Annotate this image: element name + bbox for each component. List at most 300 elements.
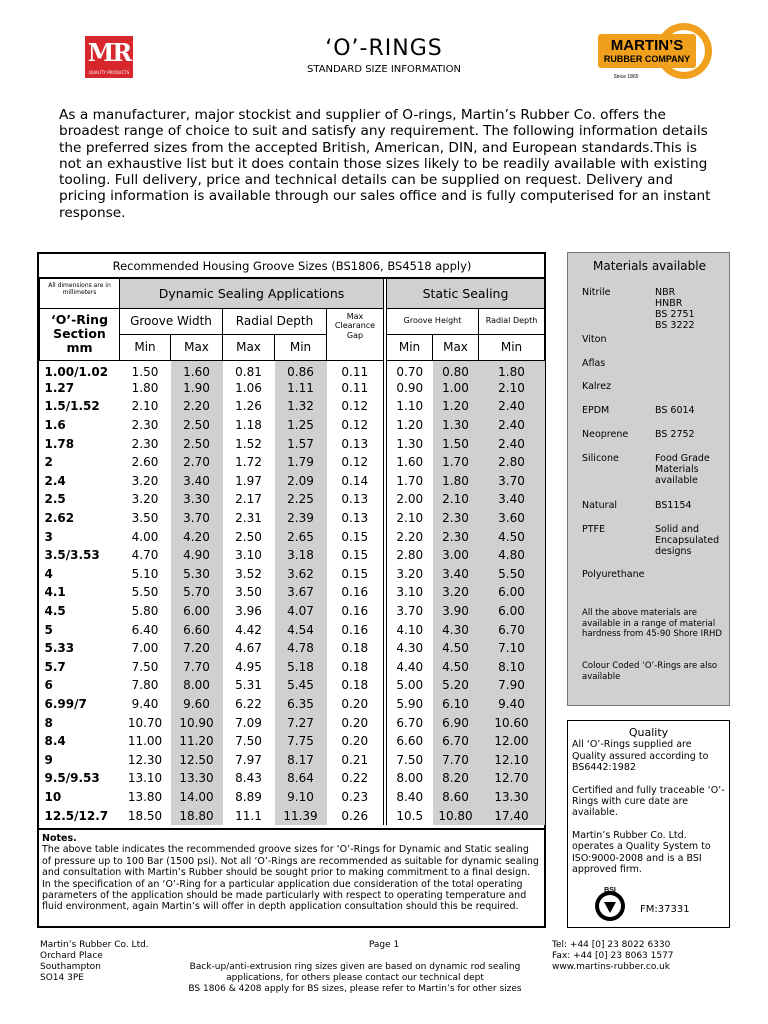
table-row bbox=[40, 416, 545, 435]
table-cell: 5.18 bbox=[275, 658, 327, 677]
table-cell: 2.30 bbox=[433, 527, 479, 546]
table-cell: 1.72 bbox=[235, 455, 262, 470]
table-cell: 6.35 bbox=[275, 695, 327, 714]
address-line: Martin’s Rubber Co. Ltd. bbox=[40, 940, 149, 950]
table-cell: 2.30 bbox=[433, 509, 479, 528]
table-cell: 3.18 bbox=[275, 546, 327, 565]
table-cell: 6.60 bbox=[171, 620, 223, 639]
table-cell: 2.70 bbox=[171, 453, 223, 472]
page-title: ‘O’-RINGS bbox=[325, 36, 443, 61]
table-cell: 3.20 bbox=[131, 473, 159, 488]
table-cell: 1.11 bbox=[275, 379, 327, 398]
table-cell: 4.42 bbox=[235, 622, 262, 637]
table-cell: 3.60 bbox=[479, 509, 545, 528]
table-cell: 2.00 bbox=[396, 492, 424, 507]
table-cell: 0.16 bbox=[341, 585, 369, 600]
table-cell: 1.30 bbox=[396, 436, 424, 451]
table-cell: 5.10 bbox=[131, 566, 159, 581]
table-cell: 10.60 bbox=[479, 713, 545, 732]
table-cell: 6.70 bbox=[433, 732, 479, 751]
table-row bbox=[40, 397, 545, 416]
table-cell: 7.70 bbox=[433, 750, 479, 769]
table-cell: 3.67 bbox=[275, 583, 327, 602]
table-row bbox=[40, 453, 545, 472]
quality-box bbox=[567, 720, 730, 928]
table-cell: 0.80 bbox=[433, 360, 479, 379]
table-cell: 0.15 bbox=[341, 529, 369, 544]
table-cell: 12.70 bbox=[479, 769, 545, 788]
material-name: Kalrez bbox=[582, 381, 612, 392]
table-cell: 0.18 bbox=[341, 678, 369, 693]
table-row bbox=[40, 602, 545, 621]
table-row bbox=[40, 360, 545, 379]
min-header: Min bbox=[120, 334, 171, 360]
table-cell: 1.25 bbox=[275, 416, 327, 435]
table-cell: 13.30 bbox=[171, 769, 223, 788]
table-cell: 2.10 bbox=[396, 511, 424, 526]
table-cell: 0.26 bbox=[341, 808, 369, 823]
table-cell: 2.17 bbox=[235, 492, 262, 507]
table-cell: 10.70 bbox=[127, 715, 163, 730]
table-cell: 3.40 bbox=[171, 472, 223, 491]
dynamic-sealing-header: Dynamic Sealing Applications bbox=[120, 278, 384, 308]
table-cell: 7.50 bbox=[131, 659, 159, 674]
table-cell: 4.80 bbox=[479, 546, 545, 565]
table-cell: 3.20 bbox=[131, 492, 159, 507]
table-cell: 1.90 bbox=[171, 379, 223, 398]
table-cell: 1.80 bbox=[131, 380, 159, 395]
table-cell: 10.80 bbox=[433, 806, 479, 825]
section-size-cell: 1.6 bbox=[44, 418, 66, 433]
table-row bbox=[40, 527, 545, 546]
materials-colour-note: Colour Coded ‘O’-Rings are also available bbox=[582, 661, 718, 682]
section-size-cell: 2.62 bbox=[44, 511, 75, 526]
table-row bbox=[40, 788, 545, 807]
table-cell: 5.45 bbox=[275, 676, 327, 695]
quality-text-3: Martin’s Rubber Co. Ltd. operates a Quality System to ISO:9000-2008 and is a BSI approved firm. bbox=[572, 829, 711, 876]
table-cell: 7.20 bbox=[171, 639, 223, 658]
table-cell: 4.07 bbox=[275, 602, 327, 621]
table-cell: 2.40 bbox=[479, 416, 545, 435]
section-size-cell: 2.5 bbox=[44, 492, 66, 507]
table-cell: 0.90 bbox=[396, 380, 424, 395]
martins-rubber-logo bbox=[598, 20, 716, 82]
table-cell: 1.00 bbox=[433, 379, 479, 398]
table-cell: 6.00 bbox=[479, 583, 545, 602]
table-cell: 2.65 bbox=[275, 527, 327, 546]
table-cell: 0.12 bbox=[341, 418, 369, 433]
section-size-cell: 5.33 bbox=[44, 641, 75, 656]
table-cell: 9.40 bbox=[131, 696, 159, 711]
materials-box bbox=[567, 252, 730, 706]
table-cell: 3.62 bbox=[275, 565, 327, 584]
table-cell: 0.18 bbox=[341, 641, 369, 656]
table-cell: 0.86 bbox=[275, 360, 327, 379]
section-size-cell: 1.5/1.52 bbox=[44, 399, 100, 414]
section-size-cell: 8 bbox=[44, 715, 53, 730]
table-cell: 7.75 bbox=[275, 732, 327, 751]
table-cell: 2.10 bbox=[433, 490, 479, 509]
table-cell: 14.00 bbox=[171, 788, 223, 807]
table-cell: 5.90 bbox=[396, 696, 424, 711]
table-cell: 0.12 bbox=[341, 455, 369, 470]
notes-text: The above table indicates the recommended groove sizes for ‘O’-Rings for Dynamic and Static sealing of pressure up to 100 Bar (1500 psi). Not all ‘O’-Rings are recommended as suitable for dynamic sealing and consultation with Martin’s Rubber should be sought prior to making commitment to a final design. In the specification of an ‘O’-Ring for a particular application due consideration of the total operating parameters of the application should be made particularly with respect to operating temperature and fluid environment, again Martin’s will offer in depth application consultation should this be required. bbox=[42, 844, 539, 913]
table-cell: 2.50 bbox=[171, 416, 223, 435]
table-cell: 9.40 bbox=[479, 695, 545, 714]
table-cell: 3.00 bbox=[433, 546, 479, 565]
mr-logo-text: MR bbox=[87, 38, 131, 67]
table-cell: 2.80 bbox=[396, 548, 424, 563]
table-cell: 9.10 bbox=[275, 788, 327, 807]
table-cell: 1.18 bbox=[235, 418, 262, 433]
brand-company: RUBBER COMPANY bbox=[603, 54, 691, 64]
table-cell: 7.00 bbox=[131, 641, 159, 656]
brand-name: MARTIN’S bbox=[610, 37, 684, 54]
table-cell: 9.60 bbox=[171, 695, 223, 714]
quality-text-1: All ‘O’-Rings supplied are Quality assured according to BS6442:1982 bbox=[572, 739, 709, 774]
table-cell: 2.30 bbox=[131, 436, 159, 451]
table-cell: 6.22 bbox=[235, 696, 262, 711]
table-cell: 3.70 bbox=[479, 472, 545, 491]
table-row bbox=[40, 620, 545, 639]
material-value: NBR HNBR BS 2751 BS 3222 bbox=[655, 287, 695, 331]
table-cell: 4.50 bbox=[433, 639, 479, 658]
material-name: Silicone bbox=[582, 453, 619, 464]
table-cell: 11.39 bbox=[275, 806, 327, 825]
table-cell: 7.10 bbox=[479, 639, 545, 658]
table-cell: 3.40 bbox=[433, 565, 479, 584]
max-clearance-header: Max Clearance Gap bbox=[327, 308, 384, 360]
section-size-cell: 9 bbox=[44, 752, 53, 767]
section-size-cell: 5 bbox=[44, 622, 53, 637]
table-cell: 3.70 bbox=[396, 604, 424, 619]
table-cell: 3.10 bbox=[235, 548, 262, 563]
section-size-cell: 9.5/9.53 bbox=[44, 771, 100, 786]
table-cell: 1.50 bbox=[131, 364, 159, 379]
table-cell: 0.11 bbox=[341, 380, 369, 395]
table-cell: 0.70 bbox=[396, 364, 424, 379]
material-name: Viton bbox=[582, 334, 607, 345]
table-cell: 2.30 bbox=[131, 418, 159, 433]
table-row bbox=[40, 769, 545, 788]
footer-note-line: Back-up/anti-extrusion ring sizes given are based on dynamic rod sealing bbox=[189, 962, 521, 972]
table-cell: 8.89 bbox=[235, 789, 262, 804]
table-cell: 1.60 bbox=[396, 455, 424, 470]
table-cell: 3.10 bbox=[396, 585, 424, 600]
table-cell: 2.20 bbox=[396, 529, 424, 544]
footer-fax: Fax: +44 [0] 23 8063 1577 bbox=[552, 951, 674, 961]
table-cell: 4.70 bbox=[131, 548, 159, 563]
table-title: Recommended Housing Groove Sizes (BS1806, BS4518 apply) bbox=[40, 254, 545, 278]
groove-height-header: Groove Height bbox=[387, 308, 479, 334]
section-size-cell: 6.99/7 bbox=[44, 696, 87, 711]
table-cell: 2.50 bbox=[171, 434, 223, 453]
section-size-cell: 3.5/3.53 bbox=[44, 548, 100, 563]
section-size-cell: 1.00/1.02 bbox=[44, 364, 109, 379]
table-cell: 5.70 bbox=[171, 583, 223, 602]
table-cell: 7.80 bbox=[131, 678, 159, 693]
groove-width-header: Groove Width bbox=[120, 308, 223, 334]
table-cell: 2.39 bbox=[275, 509, 327, 528]
quality-title: Quality bbox=[628, 726, 669, 739]
table-cell: 0.13 bbox=[341, 492, 369, 507]
table-cell: 4.90 bbox=[171, 546, 223, 565]
min-header: Min bbox=[275, 334, 327, 360]
table-cell: 0.15 bbox=[341, 548, 369, 563]
table-cell: 11.1 bbox=[235, 808, 262, 823]
table-cell: 5.30 bbox=[171, 565, 223, 584]
table-cell: 8.43 bbox=[235, 771, 262, 786]
table-cell: 6.90 bbox=[433, 713, 479, 732]
table-cell: 11.00 bbox=[127, 734, 163, 749]
table-cell: 1.50 bbox=[433, 434, 479, 453]
table-cell: 8.40 bbox=[396, 789, 424, 804]
section-size-cell: 3 bbox=[44, 529, 53, 544]
table-cell: 1.97 bbox=[235, 473, 262, 488]
materials-title: Materials available bbox=[593, 259, 706, 273]
section-size-cell: 4.1 bbox=[44, 585, 66, 600]
table-cell: 6.10 bbox=[433, 695, 479, 714]
table-row bbox=[40, 676, 545, 695]
table-cell: 12.00 bbox=[479, 732, 545, 751]
section-header: ‘O’-Ring Section mm bbox=[40, 308, 120, 360]
table-cell: 8.00 bbox=[396, 771, 424, 786]
table-cell: 2.40 bbox=[479, 434, 545, 453]
table-cell: 6.00 bbox=[479, 602, 545, 621]
table-cell: 0.14 bbox=[341, 473, 369, 488]
radial-depth-header: Radial Depth bbox=[223, 308, 327, 334]
table-cell: 18.50 bbox=[127, 808, 163, 823]
address-line: SO14 3PE bbox=[40, 973, 84, 983]
table-cell: 5.00 bbox=[396, 678, 424, 693]
notes-box bbox=[37, 828, 546, 928]
table-cell: 1.10 bbox=[396, 399, 424, 414]
dimensions-note: All dimensions are in millimeters bbox=[40, 278, 120, 308]
footer-note-line: BS 1806 & 4208 apply for BS sizes, please refer to Martin’s for other sizes bbox=[188, 984, 522, 994]
table-cell: 13.30 bbox=[479, 788, 545, 807]
table-cell: 6.70 bbox=[396, 715, 424, 730]
table-cell: 3.96 bbox=[235, 604, 262, 619]
table-cell: 5.80 bbox=[131, 604, 159, 619]
address-line: Southampton bbox=[40, 962, 101, 972]
table-cell: 10.5 bbox=[396, 808, 424, 823]
material-name: Nitrile bbox=[582, 287, 611, 298]
notes-title: Notes. bbox=[42, 833, 77, 844]
table-cell: 2.09 bbox=[275, 472, 327, 491]
max-header: Max bbox=[223, 334, 275, 360]
table-cell: 1.20 bbox=[433, 397, 479, 416]
table-cell: 0.18 bbox=[341, 659, 369, 674]
table-cell: 1.26 bbox=[235, 399, 262, 414]
table-cell: 3.52 bbox=[235, 566, 262, 581]
table-cell: 4.78 bbox=[275, 639, 327, 658]
mr-logo-subtext: QUALITY PRODUCTS bbox=[88, 70, 130, 75]
table-cell: 3.90 bbox=[433, 602, 479, 621]
table-cell: 0.20 bbox=[341, 696, 369, 711]
table-cell: 4.54 bbox=[275, 620, 327, 639]
material-name: Neoprene bbox=[582, 429, 629, 440]
table-cell: 5.50 bbox=[479, 565, 545, 584]
table-cell: 0.13 bbox=[341, 511, 369, 526]
table-cell: 7.90 bbox=[479, 676, 545, 695]
material-value: BS 6014 bbox=[655, 405, 695, 416]
table-cell: 1.79 bbox=[275, 453, 327, 472]
page-subtitle: STANDARD SIZE INFORMATION bbox=[307, 64, 461, 75]
table-body bbox=[40, 360, 545, 825]
table-cell: 3.50 bbox=[131, 511, 159, 526]
material-name: Natural bbox=[582, 500, 618, 511]
housing-groove-table-box bbox=[37, 252, 546, 830]
table-cell: 1.20 bbox=[396, 418, 424, 433]
section-size-cell: 12.5/12.7 bbox=[44, 808, 109, 823]
table-cell: 2.20 bbox=[171, 397, 223, 416]
material-value: Food Grade Materials available bbox=[655, 453, 710, 486]
static-sealing-header: Static Sealing bbox=[387, 278, 545, 308]
table-row bbox=[40, 490, 545, 509]
brand-since: Since 1865 bbox=[613, 74, 639, 80]
material-name: EPDM bbox=[582, 405, 610, 416]
table-cell: 0.22 bbox=[341, 771, 369, 786]
table-cell: 4.95 bbox=[235, 659, 262, 674]
table-cell: 1.70 bbox=[433, 453, 479, 472]
table-cell: 18.80 bbox=[171, 806, 223, 825]
table-row bbox=[40, 509, 545, 528]
table-cell: 11.20 bbox=[171, 732, 223, 751]
table-cell: 2.40 bbox=[479, 397, 545, 416]
table-cell: 1.57 bbox=[275, 434, 327, 453]
table-row bbox=[40, 713, 545, 732]
table-cell: 0.16 bbox=[341, 622, 369, 637]
table-cell: 3.20 bbox=[433, 583, 479, 602]
table-cell: 2.10 bbox=[479, 379, 545, 398]
table-row bbox=[40, 732, 545, 751]
section-size-cell: 10 bbox=[44, 789, 62, 804]
table-cell: 1.80 bbox=[433, 472, 479, 491]
table-row bbox=[40, 658, 545, 677]
table-cell: 1.30 bbox=[433, 416, 479, 435]
page-number: Page 1 bbox=[368, 940, 400, 950]
footer-website[interactable]: www.martins-rubber.co.uk bbox=[552, 962, 670, 972]
table-cell: 4.00 bbox=[131, 529, 159, 544]
footer-contact bbox=[552, 940, 722, 973]
table-row bbox=[40, 639, 545, 658]
table-cell: 17.40 bbox=[479, 806, 545, 825]
table-cell: 0.21 bbox=[341, 752, 369, 767]
table-row bbox=[40, 750, 545, 769]
table-cell: 12.30 bbox=[127, 752, 163, 767]
table-cell: 2.80 bbox=[479, 453, 545, 472]
section-size-cell: 2.4 bbox=[44, 473, 66, 488]
table-cell: 12.50 bbox=[171, 750, 223, 769]
table-cell: 1.32 bbox=[275, 397, 327, 416]
table-cell: 3.50 bbox=[235, 585, 262, 600]
table-cell: 7.09 bbox=[235, 715, 262, 730]
table-cell: 13.80 bbox=[127, 789, 163, 804]
section-size-cell: 4.5 bbox=[44, 604, 66, 619]
table-row bbox=[40, 806, 545, 825]
table-row bbox=[40, 583, 545, 602]
housing-groove-table bbox=[39, 254, 545, 825]
quality-text-2: Certified and fully traceable ‘O’-Rings with cure date are available. bbox=[572, 784, 725, 819]
table-cell: 7.27 bbox=[275, 713, 327, 732]
table-cell: 2.25 bbox=[275, 490, 327, 509]
table-row bbox=[40, 379, 545, 398]
max-header: Max bbox=[433, 334, 479, 360]
table-cell: 4.10 bbox=[396, 622, 424, 637]
table-cell: 2.31 bbox=[235, 511, 262, 526]
table-cell: 1.06 bbox=[235, 380, 262, 395]
table-row bbox=[40, 565, 545, 584]
table-cell: 7.97 bbox=[235, 752, 262, 767]
section-size-cell: 2 bbox=[44, 455, 53, 470]
table-cell: 6.60 bbox=[396, 734, 424, 749]
max-header: Max bbox=[171, 334, 223, 360]
table-cell: 0.12 bbox=[341, 399, 369, 414]
table-cell: 0.13 bbox=[341, 436, 369, 451]
table-cell: 1.70 bbox=[396, 473, 424, 488]
table-cell: 12.10 bbox=[479, 750, 545, 769]
section-size-cell: 6 bbox=[44, 678, 53, 693]
materials-hardness-note: All the above materials are available in a range of material hardness from 45-90 Shore IRHD bbox=[582, 608, 722, 639]
min-header: Min bbox=[387, 334, 433, 360]
table-cell: 4.30 bbox=[433, 620, 479, 639]
table-cell: 0.16 bbox=[341, 604, 369, 619]
table-cell: 7.50 bbox=[396, 752, 424, 767]
address-line: Orchard Place bbox=[40, 951, 103, 961]
table-cell: 2.60 bbox=[131, 455, 159, 470]
section-size-cell: 4 bbox=[44, 566, 53, 581]
footer-tel: Tel: +44 [0] 23 8022 6330 bbox=[552, 940, 671, 950]
table-cell: 0.81 bbox=[235, 364, 262, 379]
static-radial-depth-header: Radial Depth bbox=[479, 308, 545, 334]
table-cell: 4.50 bbox=[433, 658, 479, 677]
table-row bbox=[40, 546, 545, 565]
table-cell: 8.64 bbox=[275, 769, 327, 788]
table-cell: 1.60 bbox=[171, 360, 223, 379]
table-cell: 4.40 bbox=[396, 659, 424, 674]
material-name: Aflas bbox=[582, 358, 606, 369]
bsi-text: BSI bbox=[604, 887, 616, 894]
table-cell: 10.90 bbox=[171, 713, 223, 732]
table-cell: 4.67 bbox=[235, 641, 262, 656]
table-cell: 1.52 bbox=[235, 436, 262, 451]
table-cell: 7.70 bbox=[171, 658, 223, 677]
table-cell: 0.20 bbox=[341, 715, 369, 730]
table-cell: 6.40 bbox=[131, 622, 159, 637]
table-cell: 6.70 bbox=[479, 620, 545, 639]
material-value: BS 2752 bbox=[655, 429, 695, 440]
table-cell: 3.40 bbox=[479, 490, 545, 509]
table-cell: 2.10 bbox=[131, 399, 159, 414]
table-cell: 0.11 bbox=[341, 364, 369, 379]
table-cell: 4.30 bbox=[396, 641, 424, 656]
table-cell: 4.50 bbox=[479, 527, 545, 546]
table-cell: 8.00 bbox=[171, 676, 223, 695]
table-cell: 0.15 bbox=[341, 566, 369, 581]
table-cell: 0.20 bbox=[341, 734, 369, 749]
table-cell: 7.50 bbox=[235, 734, 262, 749]
table-cell: 5.50 bbox=[131, 585, 159, 600]
section-size-cell: 5.7 bbox=[44, 659, 66, 674]
section-size-cell: 8.4 bbox=[44, 734, 66, 749]
table-row bbox=[40, 434, 545, 453]
fm-number: FM:37331 bbox=[640, 904, 690, 915]
table-cell: 3.70 bbox=[171, 509, 223, 528]
table-cell: 4.20 bbox=[171, 527, 223, 546]
footer-note bbox=[150, 962, 560, 995]
intro-paragraph: As a manufacturer, major stockist and supplier of O-rings, Martin’s Rubber Co. offers the broadest range of choice to suit and satisfy any requirement. The following information details the preferred sizes from the accepted British, American, DIN, and European standards.This is not an exhaustive list but it does contain those sizes likely to be readily available with existing tooling. Full delivery, price and technical details can be supplied on request. Delivery and pricing information is available through our sales office and is fully computerised for an instant response. bbox=[59, 107, 711, 221]
material-value: BS1154 bbox=[655, 500, 692, 511]
